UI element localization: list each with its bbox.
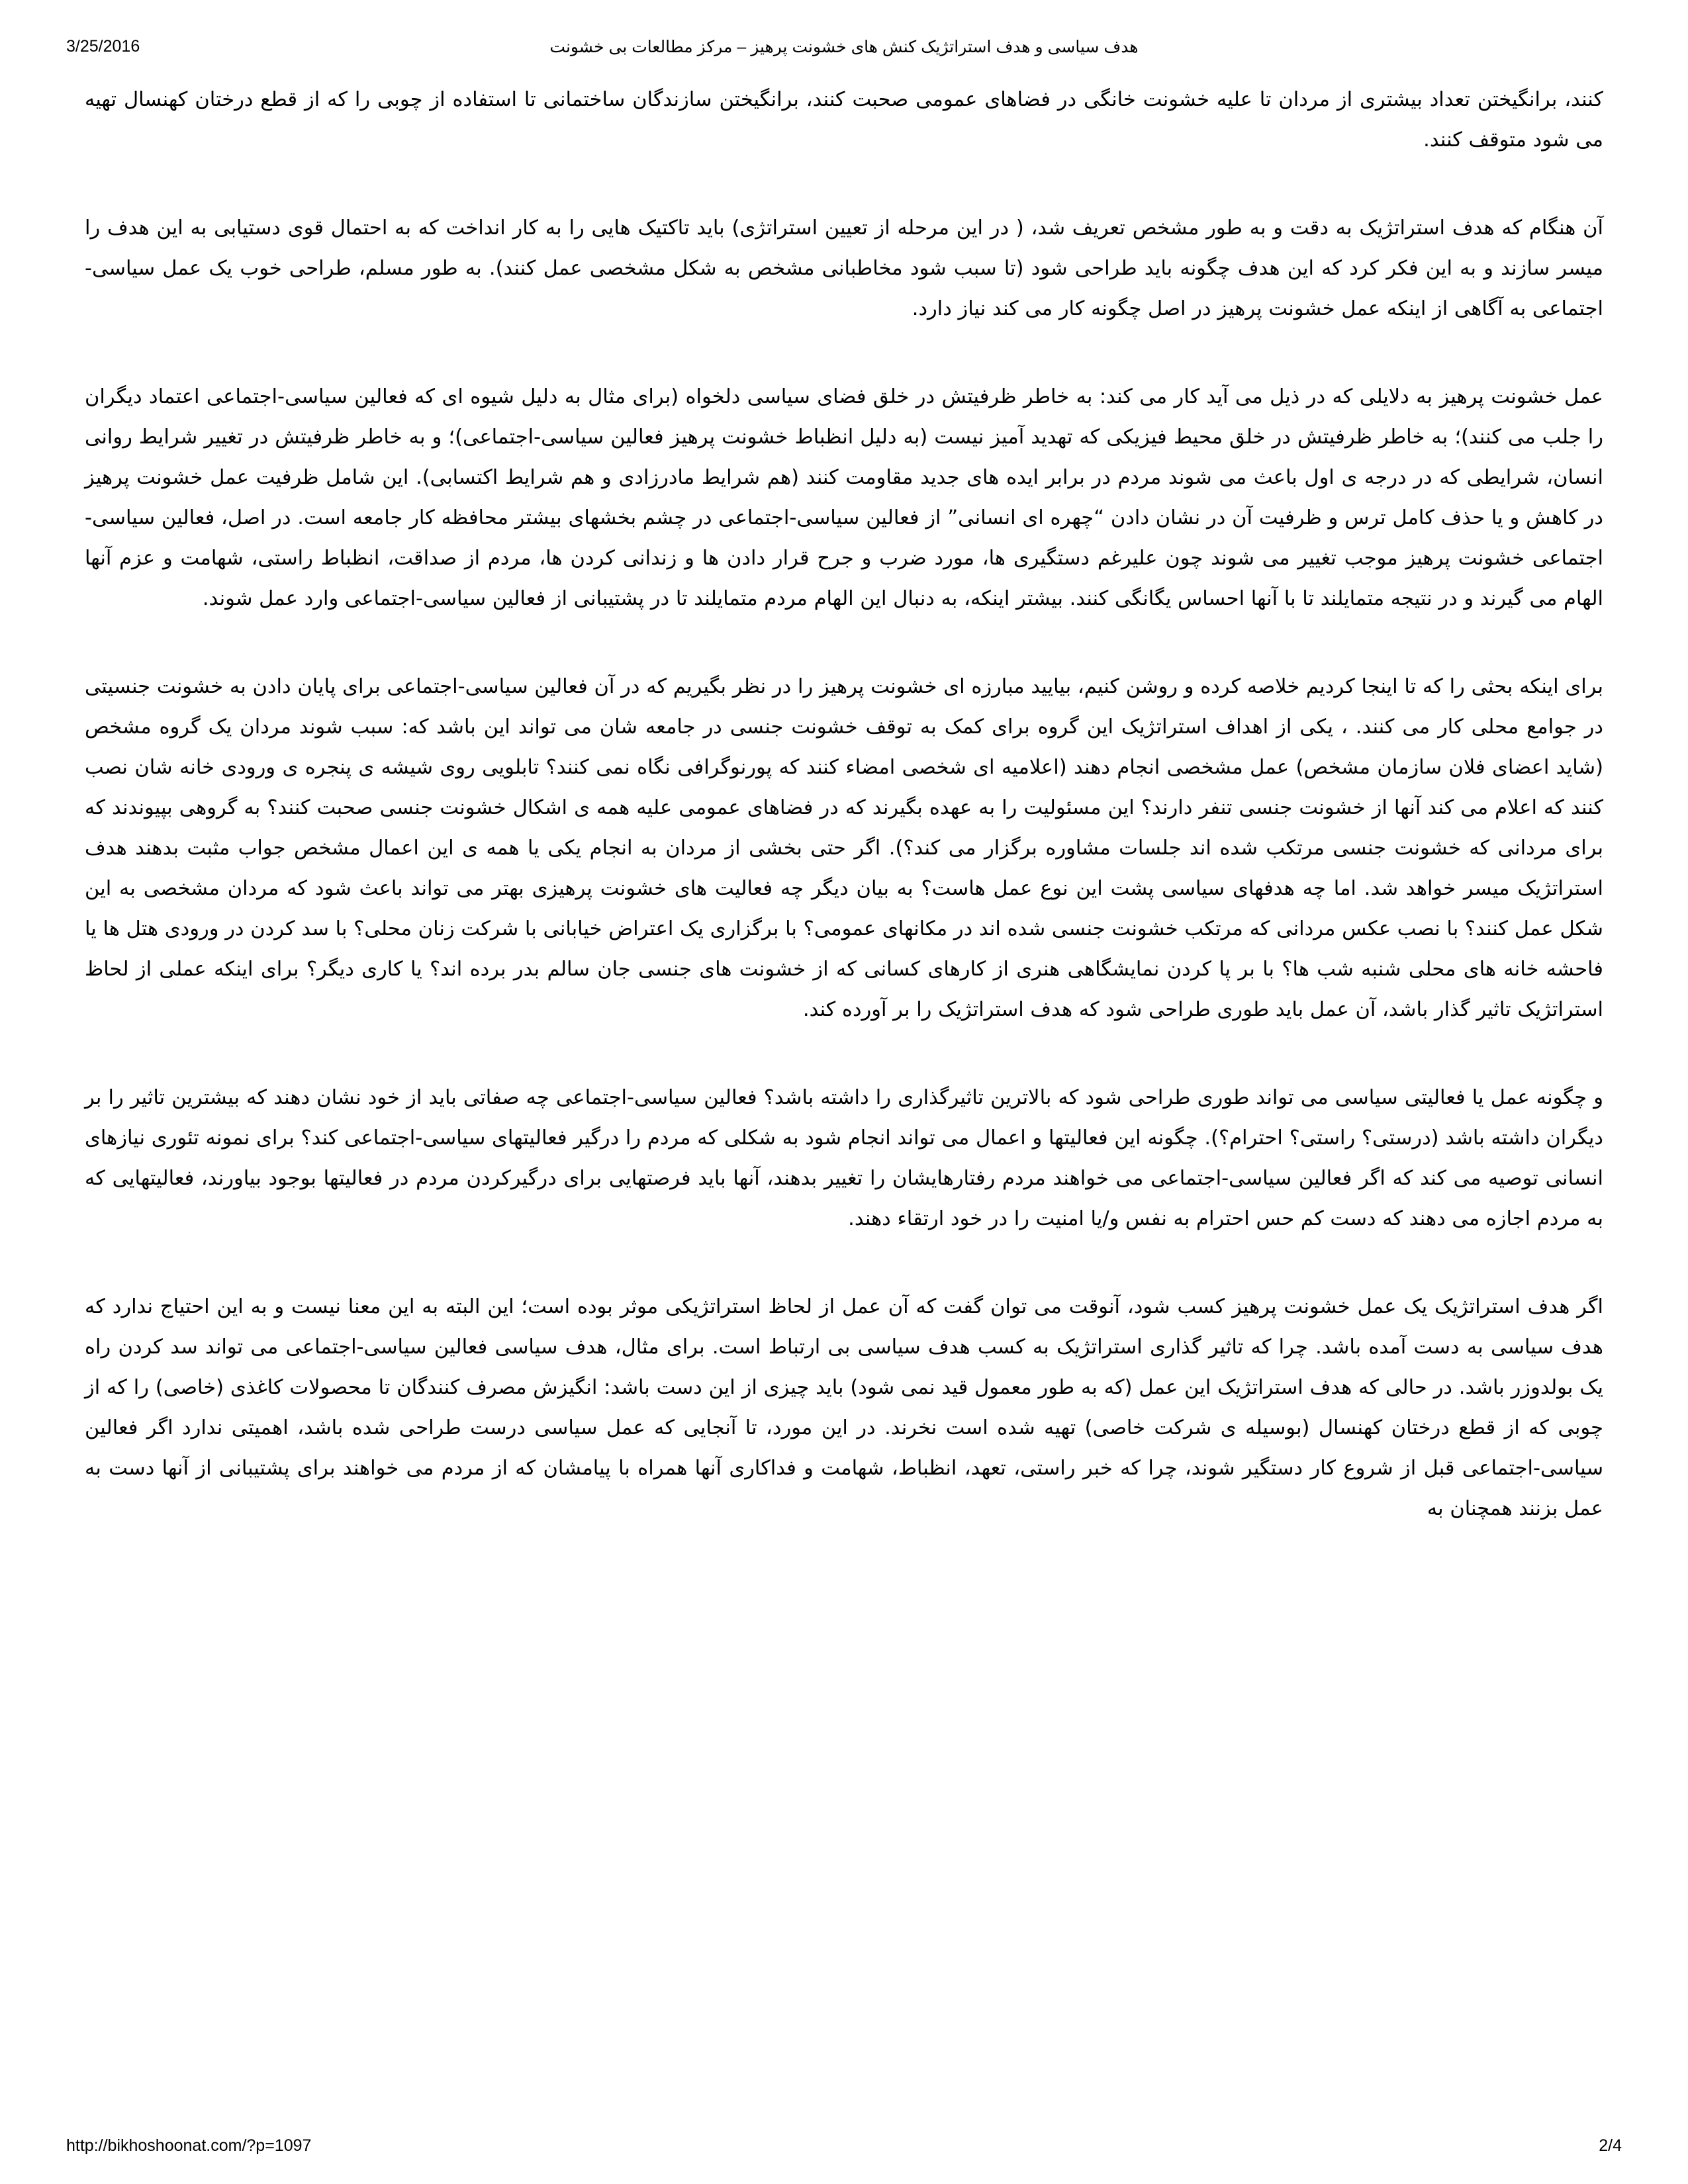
page-header [66,37,1622,64]
article-body [85,79,1603,1576]
paragraph-5: و چگونه عمل یا فعالیتی سیاسی می تواند طوری طراحی شود که بالاترین تاثیرگذاری را داشته باشد؟ فعالین سیاسی-اجتماعی چه صفاتی باید از خود نشان دهند که بیشترین تاثیر را بر دیگران داشته باشد (درستی؟ راستی؟ احترام؟). چگونه این فعالیتها و اعمال می تواند انجام شود به شکلی که مردم را درگیر فعالیتهای سیاسی-اجتماعی کند؟ برای نمونه تئوری نیازهای انسانی توصیه می کند که اگر فعالین سیاسی-اجتماعی می خواهند مردم رفتارهایشان را تغییر بدهند، آنها باید فرصتهایی برای درگیرکردن مردم در فعالیتها بوجود بیاورند، فعالیتهایی که به مردم اجازه می دهند که دست کم حس احترام به نفس و/یا امنیت را در خود ارتقاء دهند. [85,1086,1603,1230]
source-url: http://bikhoshoonat.com/?p=1097 [66,2136,312,2155]
paragraph-4: برای اینکه بحثی را که تا اینجا کردیم خلاصه کرده و روشن کنیم، بیایید مبارزه ای خشونت پرهیز را در نظر بگیریم که در آن فعالین سیاسی-اجتماعی برای پایان دادن به خشونت جنسیتی در جوامع محلی کار می کنند. ، یکی از اهداف استراتژیک این گروه برای کمک به توقف خشونت جنسی در جامعه شان می تواند این باشد که: سبب شوند مردان یک گروه مشخص (شاید اعضای فلان سازمان مشخص) عمل مشخصی انجام دهند (اعلامیه ای شخصی امضاء کنند که پورنوگرافی نگاه نمی کنند؟ تابلویی روی شیشه ی پنجره ی ورودی خانه شان نصب کنند که اعلام می کند آنها از خشونت جنسی تنفر دارند؟ این مسئولیت را به عهده بگیرند که در فضاهای عمومی علیه همه ی اشکال خشونت جنسی صحبت کنند؟ به گروهی بپیوندند که برای مردانی که خشونت جنسی مرتکب شده اند جلسات مشاوره برگزار می کند؟). اگر حتی بخشی از مردان به انجام یکی یا همه ی این اعمال مشخص جواب مثبت بدهند هدف استراتژیک میسر خواهد شد. اما چه هدفهای سیاسی پشت این نوع عمل هاست؟ به بیان دیگر چه فعالیت های خشونت پرهیزی بهتر می تواند باعث شود که مردان مشخصی به این شکل عمل کنند؟ با نصب عکس مردانی که مرتکب خشونت جنسی شده اند در مکانهای عمومی؟ با برگزاری یک اعتراض خیابانی با شرکت زنان محلی؟ با سد کردن در ورودی هتل ها یا فاحشه خانه های محلی شنبه شب ها؟ با بر پا کردن نمایشگاهی هنری از کارهای کسانی که از خشونت های جنسی جان سالم بدر برده اند؟ یا کاری دیگر؟ برای اینکه عملی از لحاظ استراتژیک تاثیر گذار باشد، آن عمل باید طوری طراحی شود که هدف استراتژیک را بر آورده کند. [85,675,1603,1021]
page-number: 2/4 [1599,2136,1622,2155]
paragraph-3: عمل خشونت پرهیز به دلایلی که در ذیل می آید کار می کند: به خاطر ظرفیتش در خلق فضای سیاسی دلخواه (برای مثال به دلیل شیوه ای که فعالین سیاسی-اجتماعی اعتماد دیگران را جلب می کنند)؛ به خاطر ظرفیتش در خلق محیط فیزیکی که تهدید آمیز نیست (به دلیل انظباط خشونت پرهیز فعالین سیاسی-اجتماعی)؛ و به خاطر ظرفیتش در تغییر شرایط روانی انسان، شرایطی که در درجه ی اول باعث می شوند مردم در برابر ایده های جدید مقاومت کنند (هم شرایط مادرزادی و هم شرایط اکتسابی). این شامل ظرفیت عمل خشونت پرهیز در کاهش و یا حذف کامل ترس و ظرفیت آن در نشان دادن “چهره ای انسانی” از فعالین سیاسی-اجتماعی در چشم بخشهای بیشتر محافظه کار جامعه است. در اصل، فعالین سیاسی-اجتماعی خشونت پرهیز موجب تغییر می شوند چون علیرغم دستگیری ها، مورد ضرب و جرح قرار دادن ها و زندانی کردن ها، مردم از صداقت، انظباط راستی، شهامت و عزم آنها الهام می گیرند و در نتیجه متمایلند تا با آنها احساس یگانگی کنند. بیشتر اینکه، به دنبال این الهام مردم متمایلند تا در پشتیبانی از فعالین سیاسی-اجتماعی وارد عمل شوند. [85,385,1603,610]
print-date: 3/25/2016 [66,37,140,56]
paragraph-2: آن هنگام که هدف استراتژیک به دقت و به طور مشخص تعریف شد، ( در این مرحله از تعیین استراتژی) باید تاکتیک هایی را به کار انداخت که به احتمال قوی دستیابی به این هدف را میسر سازند و به این فکر کرد که این هدف چگونه باید طراحی شود (تا سبب شود مخاطبانی مشخص به شکل مشخصی عمل کنند). به طور مسلم، طراحی خوب یک عمل سیاسی-اجتماعی به آگاهی از اینکه عمل خشونت پرهیز در اصل چگونه کار می کند نیاز دارد. [85,216,1603,320]
page-title: هدف سیاسی و هدف استراتژیک کنش های خشونت پرهیز – مرکز مطالعات بی خشونت [549,38,1139,56]
paragraph-1: کنند، برانگیختن تعداد بیشتری از مردان تا علیه خشونت خانگی در فضاهای عمومی صحبت کنند، برانگیختن سازندگان ساختمانی تا استفاده از چوبی را که از قطع درختان کهنسال تهیه می شود متوقف کنند. [85,88,1603,152]
page-footer [66,2136,1622,2163]
paragraph-6: اگر هدف استراتژیک یک عمل خشونت پرهیز کسب شود، آنوقت می توان گفت که آن عمل از لحاظ استراتژیکی موثر بوده است؛ این البته به این معنا نیست و به این احتیاج ندارد که هدف سیاسی به دست آمده باشد. چرا که تاثیر گذاری استراتژیک به کسب هدف سیاسی بی ارتباط است. برای مثال، هدف سیاسی فعالین سیاسی-اجتماعی می تواند سد کردن راه یک بولدوزر باشد. در حالی که هدف استراتژیک این عمل (که به طور معمول قید نمی شود) باید چیزی از این دست باشد: انگیزش مصرف کنندگان تا محصولات کاغذی (خاصی) را که از چوبی که از قطع درختان کهنسال (بوسیله ی شرکت خاصی) تهیه شده است نخرند. در این مورد، تا آنجایی که عمل سیاسی درست طراحی شده باشد، اهمیتی ندارد اگر فعالین سیاسی-اجتماعی قبل از شروع کار دستگیر شوند، چرا که خبر راستی، تعهد، انظباط، شهامت و فداکاری آنها همراه با پیامشان که از مردم می خواهند برای پشتیبانی از آنها دست به عمل بزنند همچنان به [85,1295,1603,1520]
